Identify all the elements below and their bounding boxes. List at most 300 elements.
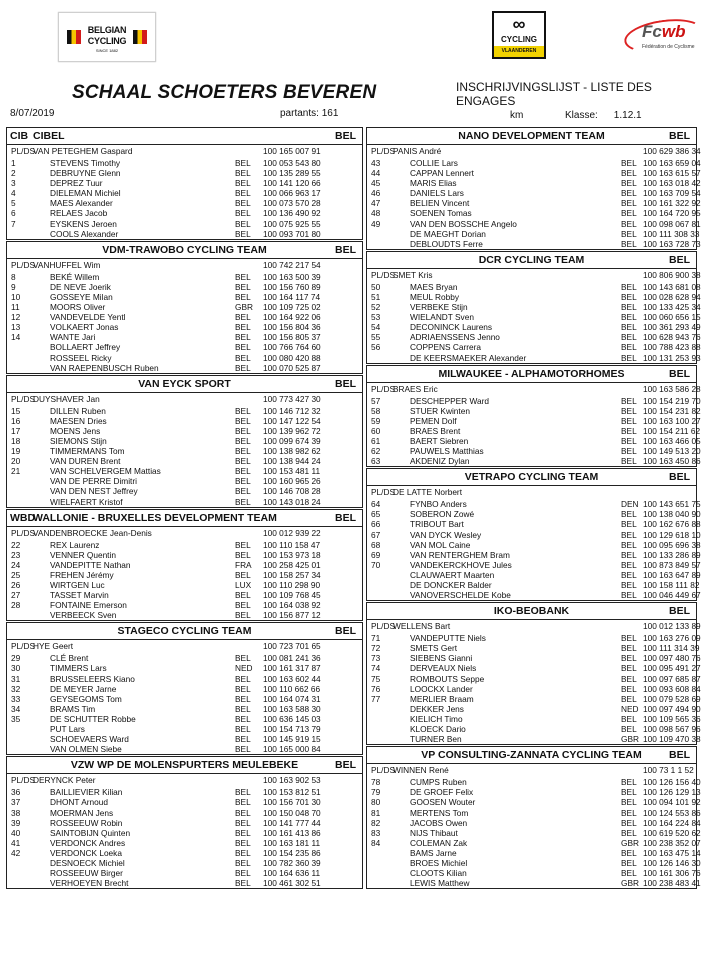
rider-name: DERVEAUX Niels [410, 663, 477, 674]
rider-name: BAERT Siebren [410, 435, 469, 446]
rider-row [367, 302, 701, 313]
team-country: BEL [335, 625, 356, 638]
manager-name: VANHUFFEL Wim [33, 259, 101, 270]
rider-nationality: BEL [621, 807, 637, 818]
rider-uci-id: 100 163 475 14 [643, 847, 701, 858]
rider-name: CUMPS Ruben [410, 777, 467, 788]
rider-row [7, 744, 362, 754]
manager-row [7, 640, 362, 653]
logo-text: BELGIAN [87, 25, 127, 35]
rider-name: DILLEN Ruben [50, 405, 106, 416]
rider-number: 68 [371, 539, 381, 550]
rider-name: BRAES Brent [410, 425, 461, 436]
rider-number: 79 [371, 787, 381, 798]
rider-nationality: BEL [621, 281, 637, 292]
rider-row [7, 734, 362, 744]
rider-number: 19 [11, 446, 21, 457]
rider-name: VENNER Quentin [50, 549, 116, 560]
rider-number: 12 [11, 312, 21, 323]
manager-name: WINNEN René [393, 765, 449, 776]
rider-uci-id: 100 097 494 90 [643, 703, 701, 714]
rider-number: 52 [371, 302, 381, 313]
team-header [367, 469, 696, 486]
rider-nationality: BEL [621, 509, 637, 520]
rider-row [7, 787, 362, 797]
logo-text: CYCLING [87, 36, 127, 46]
rider-number: 74 [371, 663, 381, 674]
rider-row [7, 674, 362, 684]
rider-nationality: BEL [235, 827, 251, 838]
rider-uci-id: 100 081 241 36 [263, 653, 321, 664]
team-block [6, 622, 363, 755]
rider-number: 54 [371, 322, 381, 333]
rider-name: FYNBO Anders [410, 499, 467, 510]
rider-uci-id: 100 161 413 86 [263, 827, 321, 838]
rider-uci-id: 100 788 423 88 [643, 342, 701, 353]
rider-uci-id: 100 161 317 87 [263, 663, 321, 674]
rider-nationality: BEL [621, 332, 637, 343]
rider-name: SIEMONS Stijn [50, 435, 107, 446]
partants-count: partants: 161 [280, 108, 339, 119]
rider-row [7, 282, 362, 292]
logo-text: Fc [642, 22, 662, 41]
rider-nationality: BEL [235, 362, 251, 373]
rider-uci-id: 100 628 943 76 [643, 332, 701, 343]
rider-uci-id: 100 782 360 39 [263, 857, 321, 868]
team-header [7, 128, 362, 145]
rider-uci-id: 100 146 708 28 [263, 486, 321, 497]
rider-name: DE GROEF Felix [410, 787, 474, 798]
rider-name: ROSSEEUW Birger [50, 868, 123, 879]
team-country: BEL [669, 749, 690, 762]
rider-uci-id: 100 162 676 88 [643, 519, 701, 530]
rider-number: 31 [11, 673, 21, 684]
rider-number: 65 [371, 509, 381, 520]
rider-nationality: BEL [621, 663, 637, 674]
rider-row [367, 673, 701, 684]
rider-row [7, 704, 362, 714]
rider-name: DE SCHUTTER Robbe [50, 713, 136, 724]
rider-number: 55 [371, 332, 381, 343]
rider-name: VERDONCK Loeka [50, 847, 122, 858]
team-name: DCR CYCLING TEAM [478, 253, 585, 266]
rider-nationality: BEL [235, 837, 251, 848]
rider-nationality: BEL [235, 322, 251, 333]
manager-label: PL/DS [11, 775, 35, 786]
rider-name: CLOOTS Kilian [410, 868, 467, 879]
rider-nationality: FRA [235, 559, 252, 570]
rider-number: 81 [371, 807, 381, 818]
rider-uci-id: 100 109 565 36 [643, 713, 701, 724]
rider-uci-id: 100 154 231 82 [643, 405, 701, 416]
rider-name: VERDONCK Andres [50, 837, 126, 848]
rider-row [367, 817, 701, 828]
rider-uci-id: 100 163 450 86 [643, 456, 701, 467]
rider-uci-id: 100 160 965 26 [263, 476, 321, 487]
rider-row [7, 426, 362, 436]
rider-uci-id: 100 619 520 62 [643, 827, 701, 838]
rider-row [367, 539, 701, 550]
rider-number: 50 [371, 281, 381, 292]
rider-nationality: GBR [621, 734, 639, 745]
rider-uci-id: 100 766 764 60 [263, 342, 321, 353]
rider-nationality: BEL [621, 777, 637, 788]
rider-nationality: BEL [235, 168, 251, 179]
rider-name: VAN RAEPENBUSCH Ruben [50, 362, 159, 373]
rider-uci-id: 100 133 425 34 [643, 302, 701, 313]
rider-uci-id: 100 110 158 47 [263, 539, 321, 550]
rider-row [367, 208, 701, 219]
rider-uci-id: 100 098 067 81 [643, 218, 701, 229]
team-name: IKO-BEOBANK [493, 605, 570, 618]
rider-uci-id: 100 135 289 55 [263, 168, 321, 179]
rider-name: ROSSEEL Ricky [50, 352, 112, 363]
team-code: CIB [10, 130, 29, 142]
race-date: 8/07/2019 [10, 108, 55, 119]
list-title: INSCHRIJVINGSLIJST - LISTE DES ENGAGES [456, 80, 652, 108]
rider-row [7, 312, 362, 322]
rider-name: SIEBENS Gianni [410, 653, 473, 664]
rider-number: 76 [371, 683, 381, 694]
manager-uci-id: 100 165 007 91 [263, 146, 321, 156]
rider-uci-id: 100 131 253 93 [643, 352, 701, 363]
rider-row [7, 560, 362, 570]
rider-nationality: NED [235, 663, 253, 674]
rider-nationality: BEL [235, 332, 251, 343]
rider-nationality: BEL [621, 847, 637, 858]
rider-row [367, 787, 701, 798]
rider-row [7, 714, 362, 724]
manager-name: DERYNCK Peter [33, 775, 96, 786]
rider-uci-id: 100 163 602 44 [263, 673, 321, 684]
rider-row [367, 158, 701, 168]
team-name: VP CONSULTING-ZANNATA CYCLING TEAM [421, 749, 642, 762]
logo-text: VLAANDEREN [494, 46, 544, 57]
rider-uci-id: 100 156 804 36 [263, 322, 321, 333]
rider-row [367, 281, 701, 292]
rider-row [7, 858, 362, 868]
rider-row [367, 734, 701, 745]
rider-number: 24 [11, 559, 21, 570]
rider-nationality: BEL [235, 158, 251, 168]
rider-number: 39 [11, 817, 21, 828]
rider-name: VAN DEN BOSSCHE Angelo [410, 218, 517, 229]
manager-row [367, 486, 696, 499]
team-name: NANO DEVELOPMENT TEAM [458, 130, 605, 142]
rider-row [367, 643, 700, 654]
rider-name: KIELICH Timo [410, 713, 463, 724]
rider-uci-id: 100 097 685 87 [643, 673, 701, 684]
manager-name: VAN PETEGHEM Gaspard [33, 146, 133, 156]
rider-name: VERBEECK Sven [50, 610, 117, 621]
rider-number: 5 [11, 198, 16, 209]
rider-uci-id: 100 111 314 39 [643, 643, 700, 654]
rider-nationality: BEL [621, 539, 637, 550]
manager-row [367, 620, 701, 633]
team-country: BEL [335, 130, 356, 142]
rider-name: TIMMERMANS Tom [50, 446, 125, 457]
rider-uci-id: 100 109 470 38 [643, 734, 701, 745]
rider-nationality: DEN [621, 499, 639, 510]
rider-nationality: BEL [235, 476, 251, 487]
rider-row [367, 425, 701, 436]
logos-bar [0, 0, 713, 70]
rider-name: VAN DEN NEST Jeffrey [50, 486, 138, 497]
rider-name: ROSSEEUW Robin [50, 817, 123, 828]
rider-name: VANDEPITTE Nathan [50, 559, 131, 570]
rider-number: 29 [11, 653, 21, 664]
team-name: VZW WP DE MOLENSPURTERS MEULEBEKE [70, 759, 299, 772]
rider-number: 48 [371, 208, 381, 219]
rider-nationality: BEL [621, 673, 637, 684]
rider-nationality: BEL [621, 713, 637, 724]
rider-nationality: BEL [235, 600, 251, 611]
rider-name: RELAES Jacob [50, 208, 108, 219]
rider-row [7, 363, 362, 373]
rider-uci-id: 100 070 525 87 [263, 362, 321, 373]
rider-number: 63 [371, 456, 381, 467]
rider-uci-id: 100 163 659 04 [643, 158, 701, 168]
rider-name: VANDEVELDE Yentl [50, 312, 126, 323]
team-name: VAN EYCK SPORT [138, 377, 231, 390]
rider-row [367, 218, 701, 229]
rider-number: 60 [371, 425, 381, 436]
rider-row [7, 436, 362, 446]
team-header [7, 757, 362, 774]
rider-row [367, 777, 701, 788]
rider-uci-id: 100 126 146 30 [643, 857, 701, 868]
rider-nationality: BEL [621, 228, 637, 239]
rider-name: SAINTOBIJN Quinten [50, 827, 131, 838]
rider-number: 56 [371, 342, 381, 353]
rider-nationality: BEL [235, 178, 251, 189]
rider-row [367, 663, 701, 674]
rider-name: DANIELS Lars [410, 188, 464, 199]
rider-name: BOLLAERT Jeffrey [50, 342, 121, 353]
rider-name: VAN SCHELVERGEM Mattias [50, 466, 161, 477]
rider-row [367, 509, 701, 520]
team-country: BEL [335, 377, 356, 390]
rider-number: 16 [11, 415, 21, 426]
rider-row [7, 540, 362, 550]
rider-number: 64 [371, 499, 381, 510]
rider-number: 21 [11, 466, 21, 477]
rider-row [367, 703, 701, 714]
rider-name: BROES Michiel [410, 857, 468, 868]
rider-uci-id: 100 143 651 75 [643, 499, 701, 510]
rider-nationality: BEL [621, 342, 637, 353]
manager-row [7, 774, 362, 787]
rider-uci-id: 100 145 919 15 [263, 734, 321, 745]
rider-number: 4 [11, 188, 16, 199]
rider-name: MOORS Oliver [50, 302, 106, 313]
left-column [6, 127, 363, 890]
rider-row [367, 499, 701, 510]
rider-name: SMETS Gert [410, 643, 458, 654]
team-name: VDM-TRAWOBO CYCLING TEAM [102, 243, 267, 256]
rider-uci-id: 100 143 018 24 [263, 496, 321, 507]
team-block [366, 602, 701, 745]
rider-uci-id: 100 163 276 09 [643, 633, 701, 644]
rider-number: 14 [11, 332, 21, 343]
rider-name: CLAUWAERT Maarten [410, 569, 495, 580]
manager-name: PANIS André [393, 146, 442, 156]
rider-uci-id: 100 163 647 89 [643, 569, 701, 580]
rider-number: 61 [371, 435, 381, 446]
rider-nationality: BEL [235, 312, 251, 323]
rider-name: MARIS Elias [410, 178, 457, 189]
rider-uci-id: 100 163 018 42 [643, 178, 701, 189]
manager-row [367, 145, 701, 158]
rider-nationality: BEL [235, 857, 251, 868]
rider-name: TRIBOUT Bart [410, 519, 464, 530]
rider-name: JACOBS Owen [410, 817, 468, 828]
rider-uci-id: 100 163 500 39 [263, 271, 321, 282]
rider-name: MOERMAN Jens [50, 807, 114, 818]
manager-name: HYE Geert [33, 641, 74, 652]
rider-name: STUER Kwinten [410, 405, 470, 416]
rider-row [7, 580, 362, 590]
rider-name: PEMEN Dolf [410, 415, 457, 426]
rider-number: 44 [371, 168, 381, 179]
rider-uci-id: 100 461 302 51 [263, 878, 321, 889]
rider-name: COOLS Alexander [50, 228, 119, 239]
rider-number: 49 [371, 218, 381, 229]
rider-nationality: BEL [621, 857, 637, 868]
rider-name: VAN DUREN Brent [50, 456, 121, 467]
manager-name: VANDENBROECKE Jean-Denis [33, 527, 152, 538]
rider-uci-id: 100 111 308 33 [643, 228, 700, 239]
rider-uci-id: 100 098 567 96 [643, 724, 701, 735]
team-header [367, 747, 696, 764]
rider-row [7, 292, 362, 302]
rider-uci-id: 100 156 701 30 [263, 797, 321, 808]
team-name: VETRAPO CYCLING TEAM [464, 471, 599, 484]
rider-nationality: BEL [621, 580, 637, 590]
team-header [367, 128, 696, 145]
rider-nationality: BEL [621, 291, 637, 302]
team-block [366, 127, 701, 250]
rider-row [367, 352, 701, 363]
team-name: STAGECO CYCLING TEAM [117, 625, 252, 638]
rider-name: DEBLOUDTS Ferre [410, 238, 483, 249]
team-country: BEL [669, 471, 690, 484]
race-class [565, 110, 642, 121]
rider-nationality: BEL [235, 847, 251, 858]
rider-number: 77 [371, 693, 381, 704]
rider-uci-id: 100 156 877 12 [263, 610, 321, 621]
rider-uci-id: 100 138 982 62 [263, 446, 321, 457]
manager-uci-id: 100 163 902 53 [263, 775, 321, 786]
rider-row [367, 653, 701, 664]
team-country: BEL [335, 511, 356, 524]
rider-row [7, 797, 362, 807]
rider-nationality: BEL [621, 724, 637, 735]
rider-row [367, 847, 701, 858]
rider-nationality: BEL [621, 868, 637, 879]
manager-row [367, 269, 701, 282]
rider-name: VERBEKE Stijn [410, 302, 468, 313]
rider-row [367, 238, 701, 249]
rider-row [7, 446, 362, 456]
rider-name: NIJS Thibaut [410, 827, 458, 838]
rider-row [367, 713, 701, 724]
rider-number: 46 [371, 188, 381, 199]
manager-label: PL/DS [371, 621, 395, 632]
rider-uci-id: 100 097 480 76 [643, 653, 701, 664]
rider-nationality: BEL [621, 302, 637, 313]
rider-uci-id: 100 109 768 45 [263, 590, 321, 601]
rider-name: GEYSEGOMS Tom [50, 693, 122, 704]
rider-row [7, 868, 362, 878]
rider-number: 69 [371, 549, 381, 560]
rider-name: SCHOEVAERS Ward [50, 734, 129, 745]
rider-uci-id: 100 066 963 17 [263, 188, 321, 199]
rider-row [367, 559, 701, 570]
rider-nationality: BEL [235, 797, 251, 808]
rider-nationality: BEL [235, 486, 251, 497]
rider-nationality: BEL [235, 713, 251, 724]
manager-label: PL/DS [371, 765, 395, 776]
manager-uci-id: 100 163 586 28 [643, 383, 701, 394]
rider-row [367, 435, 701, 446]
rider-nationality: BEL [235, 446, 251, 457]
rider-number: 78 [371, 777, 381, 788]
rider-name: GOOSEN Wouter [410, 797, 476, 808]
rider-nationality: BEL [621, 238, 637, 249]
rider-row [7, 272, 362, 282]
rider-nationality: GBR [621, 837, 639, 848]
rider-uci-id: 100 095 491 27 [643, 663, 701, 674]
rider-row [7, 610, 362, 620]
belgian-cycling-logo [58, 12, 156, 62]
rider-nationality: BEL [235, 683, 251, 694]
rider-name: LEWIS Matthew [410, 878, 470, 889]
rider-row [367, 332, 701, 343]
rider-nationality: BEL [235, 549, 251, 560]
rider-nationality: BEL [235, 744, 251, 755]
team-block [366, 746, 701, 889]
rider-name: TASSET Marvin [50, 590, 109, 601]
team-header [7, 510, 362, 527]
rider-number: 75 [371, 673, 381, 684]
rider-uci-id: 100 093 608 84 [643, 683, 701, 694]
rider-number: 82 [371, 817, 381, 828]
rider-uci-id: 100 126 156 40 [643, 777, 701, 788]
rider-uci-id: 100 095 696 38 [643, 539, 701, 550]
rider-name: BAMS Jarne [410, 847, 457, 858]
team-country: BEL [335, 243, 356, 256]
rider-uci-id: 100 163 709 54 [643, 188, 701, 199]
rider-uci-id: 100 164 117 74 [263, 291, 321, 302]
rider-row [7, 332, 362, 342]
rider-row [7, 302, 362, 312]
rider-nationality: BEL [621, 643, 637, 654]
rider-nationality: BEL [621, 218, 637, 229]
rider-uci-id: 100 046 449 67 [643, 590, 701, 601]
rider-nationality: BEL [621, 653, 637, 664]
rider-name: PUT Lars [50, 724, 85, 735]
rider-name: SOENEN Tomas [410, 208, 472, 219]
rider-uci-id: 100 141 777 44 [263, 817, 321, 828]
team-name: WALLONIE - BRUXELLES DEVELOPMENT TEAM [33, 511, 277, 524]
manager-uci-id: 100 012 133 89 [643, 621, 701, 632]
rider-name: DE NEVE Joerik [50, 281, 111, 292]
team-block [6, 127, 363, 240]
rider-number: 83 [371, 827, 381, 838]
rider-name: MOENS Jens [50, 425, 101, 436]
manager-row [7, 259, 362, 272]
